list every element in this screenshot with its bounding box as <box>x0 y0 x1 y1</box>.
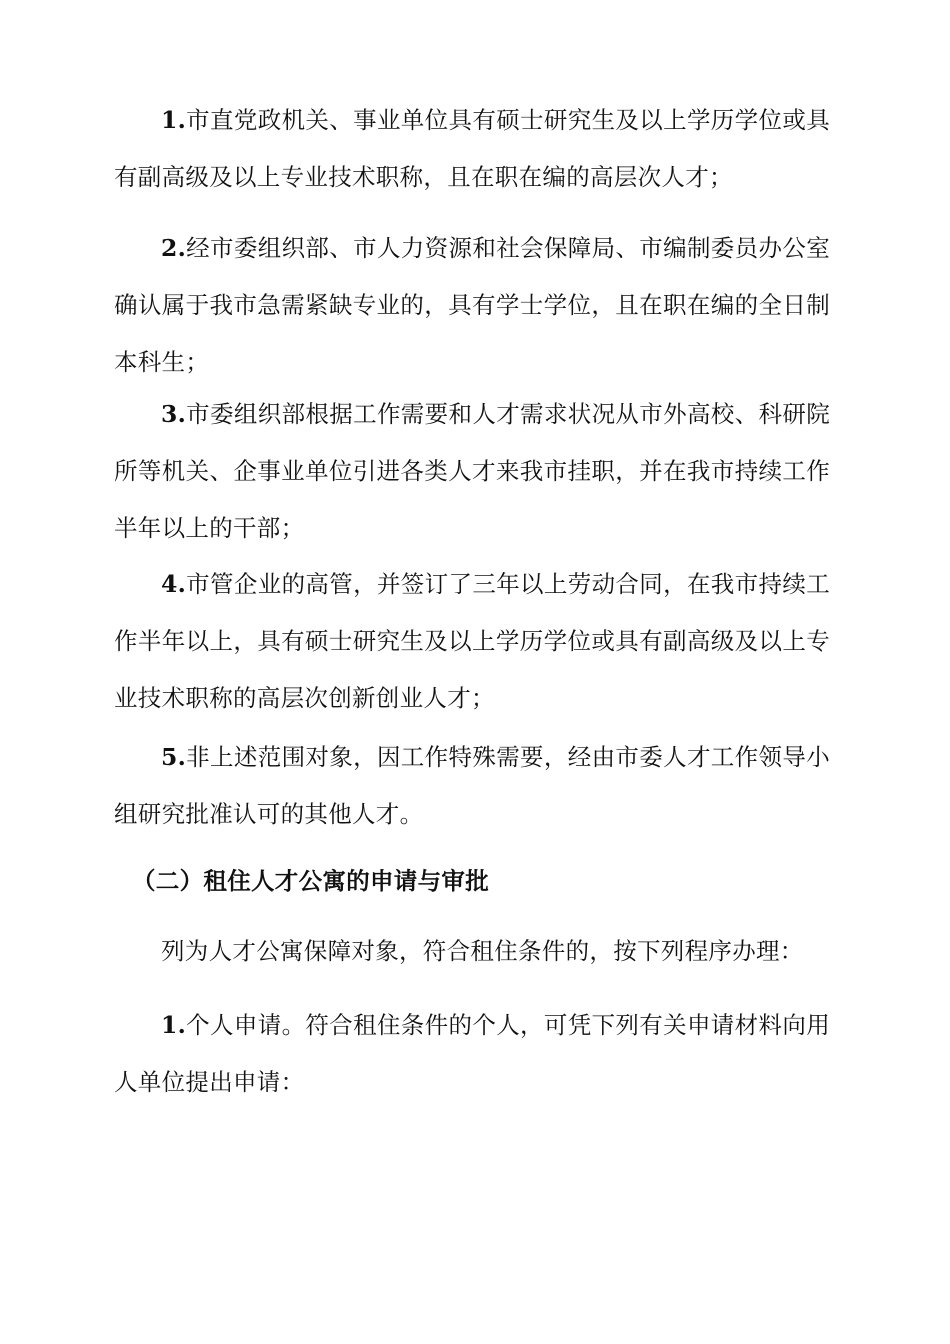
step-number: 1. <box>161 1011 187 1039</box>
list-item-number: 4. <box>161 570 187 598</box>
step-1-paragraph <box>114 997 830 1111</box>
list-item-number: 3. <box>161 400 187 428</box>
list-item-number: 5. <box>161 743 187 771</box>
step-text: 个人申请。符合租住条件的个人，可凭下列有关申请材料向用人单位提出申请： <box>114 1011 830 1096</box>
list-item-text: 市管企业的高管，并签订了三年以上劳动合同，在我市持续工作半年以上，具有硕士研究生及以上学历学位或具有副高级及以上专业技术职称的高层次创新创业人才； <box>114 570 830 712</box>
list-item-text: 市直党政机关、事业单位具有硕士研究生及以上学历学位或具有副高级及以上专业技术职称，且在职在编的高层次人才； <box>114 106 830 191</box>
list-item-number: 2. <box>161 234 187 262</box>
list-item-5 <box>114 729 830 843</box>
list-item-number: 1. <box>161 106 187 134</box>
intro-paragraph: 列为人才公寓保障对象，符合租住条件的，按下列程序办理： <box>161 937 804 965</box>
list-item-3 <box>114 386 830 557</box>
list-item-text: 经市委组织部、市人力资源和社会保障局、市编制委员办公室确认属于我市急需紧缺专业的，具有学士学位，且在职在编的全日制本科生； <box>114 234 830 376</box>
section-heading: （二）租住人才公寓的申请与审批 <box>132 867 489 895</box>
list-item-text: 市委组织部根据工作需要和人才需求状况从市外高校、科研院所等机关、企事业单位引进各类人才来我市挂职，并在我市持续工作半年以上的干部； <box>114 400 830 542</box>
list-item-text: 非上述范围对象，因工作特殊需要，经由市委人才工作领导小组研究批准认可的其他人才。 <box>114 743 830 828</box>
list-item-1 <box>114 92 830 206</box>
list-item-2 <box>114 220 830 391</box>
list-item-4 <box>114 556 830 727</box>
